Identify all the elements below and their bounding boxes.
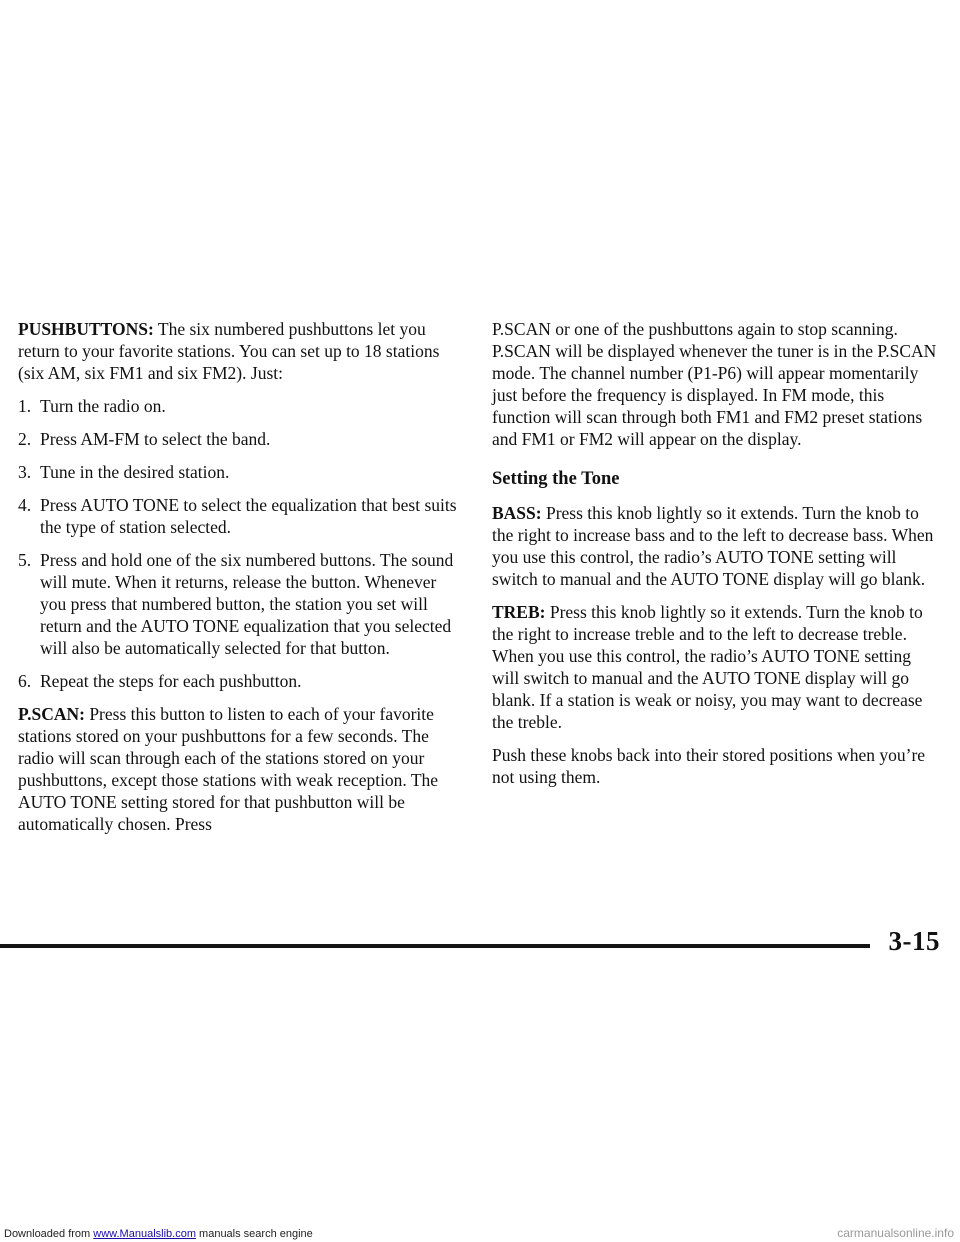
- step-text: Press AUTO TONE to select the equalization that best suits the type of station selected.: [40, 495, 457, 537]
- step-text: Tune in the desired station.: [40, 462, 230, 482]
- pscan-text: Press this button to listen to each of your favorite stations stored on your pushbuttons for a few seconds. The radio will scan through each of the stations stored on your pushbuttons, except those stations with weak reception. The AUTO TONE setting stored for that pushbutton will be automatically chosen. Press: [18, 704, 439, 834]
- pscan-continued-paragraph: P.SCAN or one of the pushbuttons again to stop scanning. P.SCAN will be displayed whenever the tuner is in the P.SCAN mode. The channel number (P1-P6) will appear momentarily just before the frequency is displayed. In FM mode, this function will scan through both FM1 and FM2 preset stations and FM1 or FM2 will appear on the display.: [492, 319, 937, 449]
- list-item: [18, 670, 458, 692]
- bass-paragraph: [492, 502, 937, 590]
- page-number: 3-15: [888, 926, 940, 956]
- list-item: [18, 549, 458, 659]
- footer-prefix: Downloaded from: [4, 1228, 94, 1240]
- closing-paragraph: Push these knobs back into their stored positions when you’re not using them.: [492, 745, 926, 787]
- treb-lead: TREB:: [492, 602, 546, 622]
- step-number: 6.: [18, 671, 32, 691]
- bass-text: Press this knob lightly so it extends. Turn the knob to the right to increase bass and to the left to decrease bass. When you use this control, the radio’s AUTO TONE setting will switch to manual and the AUTO TONE display will go blank.: [492, 503, 934, 589]
- step-number: 1.: [18, 396, 32, 416]
- list-item: [18, 494, 458, 538]
- pscan-lead: P.SCAN:: [18, 704, 85, 724]
- steps-list: [18, 395, 458, 692]
- pushbuttons-lead: PUSHBUTTONS:: [18, 319, 154, 339]
- step-text: Press AM-FM to select the band.: [40, 429, 271, 449]
- step-number: 2.: [18, 429, 32, 449]
- step-text: Press and hold one of the six numbered buttons. The sound will mute. When it returns, release the button. Whenever you press that numbered button, the station you set will return and the AUTO TONE equalization that you selected will also be automatically selected for that button.: [40, 550, 454, 658]
- pushbuttons-text: The six numbered pushbuttons let you return to your favorite stations. You can set up to 18 stations (six AM, six FM1 and six FM2). Just:: [18, 319, 440, 383]
- list-item: [18, 461, 458, 483]
- treb-paragraph: [492, 601, 937, 733]
- step-number: 5.: [18, 550, 32, 570]
- download-footer: [4, 1228, 313, 1240]
- footer-suffix: manuals search engine: [195, 1228, 313, 1240]
- page-divider: [0, 944, 870, 948]
- step-number: 3.: [18, 462, 32, 482]
- pscan-paragraph: [18, 703, 458, 835]
- section-heading: Setting the Tone: [492, 469, 620, 489]
- treb-text: Press this knob lightly so it extends. Turn the knob to the right to increase treble and to the left to decrease treble. When you use this control, the radio’s AUTO TONE setting will switch to manual and the AUTO TONE display will go blank. If a station is weak or noisy, you may want to decrease the treble.: [492, 602, 923, 732]
- bass-lead: BASS:: [492, 503, 542, 523]
- left-column: [18, 318, 458, 846]
- watermark: carmanualsonline.info: [837, 1226, 954, 1240]
- step-number: 4.: [18, 495, 32, 515]
- list-item: [18, 395, 458, 417]
- list-item: [18, 428, 458, 450]
- step-text: Repeat the steps for each pushbutton.: [40, 671, 302, 691]
- right-column: [492, 318, 937, 799]
- step-text: Turn the radio on.: [40, 396, 166, 416]
- pushbuttons-paragraph: [18, 318, 458, 384]
- manualslib-link[interactable]: www.Manualslib.com: [93, 1228, 196, 1240]
